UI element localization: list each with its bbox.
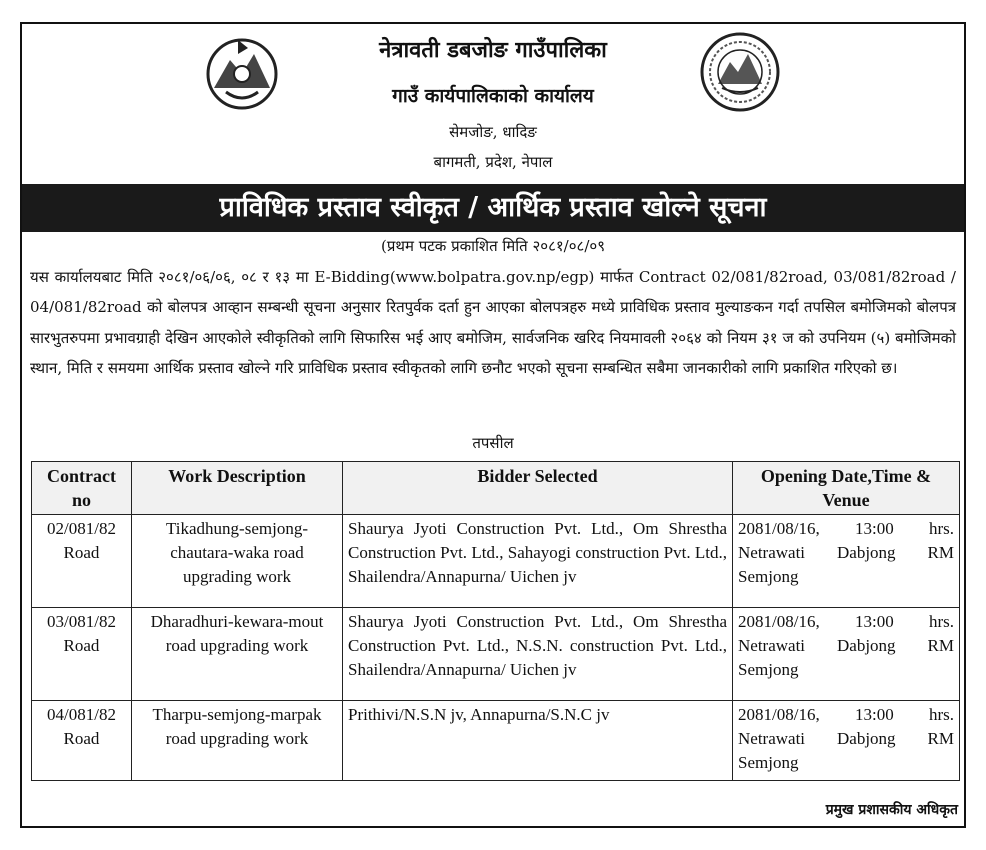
opening-cell: 2081/08/16, 13:00 hrs. Netrawati Dabjong RM Semjong: [733, 515, 960, 608]
bidder-cell: Prithivi/N.S.N jv, Annapurna/S.N.C jv: [343, 701, 733, 781]
column-header-opening: Opening Date,Time & Venue: [733, 462, 960, 515]
column-header-bidder: Bidder Selected: [343, 462, 733, 515]
municipality-name: नेत्रावती डबजोङ गाउँपालिका: [379, 37, 607, 63]
bid-results-table: [31, 461, 960, 781]
notice-title-banner: प्राविधिक प्रस्ताव स्वीकृत / आर्थिक प्रस्ताव खोल्ने सूचना: [22, 184, 964, 232]
column-header-work: Work Description: [132, 462, 343, 515]
published-date: (प्रथम पटक प्रकाशित मिति २०८१/०८/०९: [381, 237, 605, 255]
signature-title: प्रमुख प्रशासकीय अधिकृत: [825, 802, 958, 818]
opening-cell: 2081/08/16, 13:00 hrs. Netrawati Dabjong RM Semjong: [733, 608, 960, 701]
bidder-cell: Shaurya Jyoti Construction Pvt. Ltd., Om Shrestha Construction Pvt. Ltd., Sahayogi construction Pvt. Ltd., Shailendra/Annapurna/ Uichen jv: [343, 515, 733, 608]
contract-cell: 04/081/82 Road: [32, 701, 132, 781]
contract-cell: 02/081/82 Road: [32, 515, 132, 608]
bidder-cell: Shaurya Jyoti Construction Pvt. Ltd., Om Shrestha Construction Pvt. Ltd., N.S.N. construction Pvt. Ltd., Shailendra/Annapurna/ Uichen jv: [343, 608, 733, 701]
opening-cell: 2081/08/16, 13:00 hrs. Netrawati Dabjong RM Semjong: [733, 701, 960, 781]
office-name: गाउँ कार्यपालिकाको कार्यालय: [392, 85, 594, 107]
column-header-contract: Contract no: [32, 462, 132, 515]
office-location: सेमजोङ, धादिङ: [449, 123, 537, 141]
contract-cell: 03/081/82 Road: [32, 608, 132, 701]
work-cell: Tikadhung-semjong-chautara-waka road upgrading work: [132, 515, 343, 608]
work-cell: Dharadhuri-kewara-mout road upgrading work: [132, 608, 343, 701]
work-cell: Tharpu-semjong-marpak road upgrading work: [132, 701, 343, 781]
notice-body-text: यस कार्यालयबाट मिति २०८१/०६/०६, ०८ र १३ मा E-Bidding(www.bolpatra.gov.np/egp) मार्फत Contract 02/081/82road, 03/081/82road / 04/081/82road को बोलपत्र आव्हान सम्बन्धी सूचना अनुसार रितपुर्वक दर्ता हुन आएका बोलपत्रहरु मध्ये प्राविधिक प्रस्ताव मुल्याङकन गर्दा तपसिल बमोजिमको बोलपत्र सारभुतरुपमा प्रभावग्राही देखिन आएकोले स्वीकृतिको लागि सिफारिस भई आए बमोजिम, सार्वजनिक खरिद नियमावली २०६४ को नियम ३१ ज को उपनियम (५) बमोजिमको स्थान, मिति र समयमा आर्थिक प्रस्ताव खोल्ने गरि प्राविधिक प्रस्ताव स्वीकृतको लागि छनौट भएको सूचना सम्बन्धित सबैमा जानकारीको लागि प्रकाशित गरिएको छ।: [30, 268, 956, 378]
table-caption: तपसील: [472, 434, 514, 452]
table-header-row: [32, 462, 960, 515]
office-province: बागमती, प्रदेश, नेपाल: [433, 153, 553, 171]
table-row: [32, 701, 960, 781]
table-row: [32, 608, 960, 701]
table-row: [32, 515, 960, 608]
